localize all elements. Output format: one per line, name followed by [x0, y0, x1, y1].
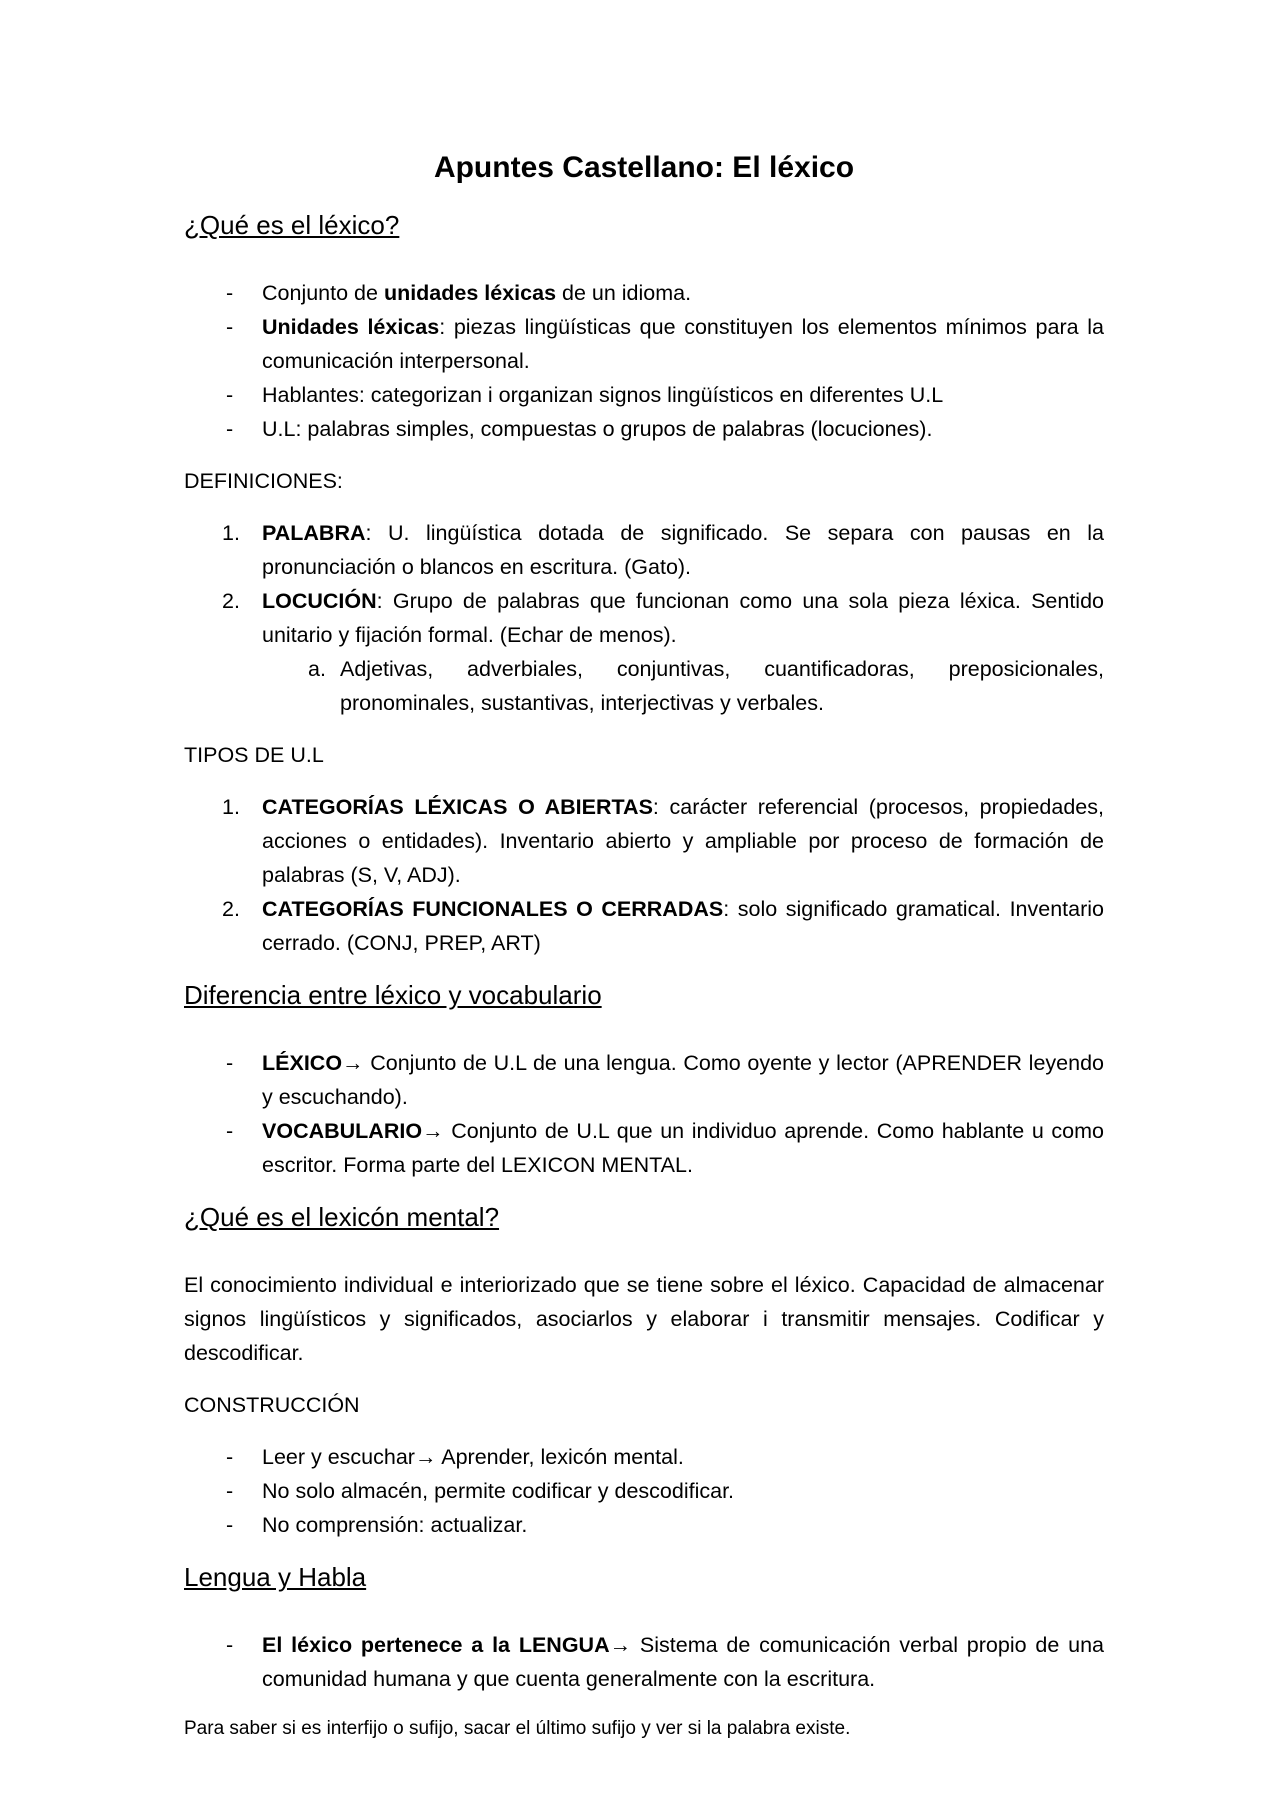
page-title: Apuntes Castellano: El léxico: [433, 151, 855, 184]
list-item: 1. PALABRA: U. lingüística dotada de significado. Se separa con pausas en la pronunciación o blancos en escritura. (Gato).: [222, 521, 1104, 579]
lexico-list: [184, 276, 1104, 446]
sublist-item: a. Adjetivas, adverbiales, conjuntivas, cuantificadoras, preposicionales, pronominales, sustantivas, interjectivas y verbales.: [308, 657, 1104, 715]
definiciones-list: [184, 516, 1104, 720]
label-tipos: TIPOS DE U.L: [184, 743, 324, 767]
lexicon-paragraph: El conocimiento individual e interiorizado que se tiene sobre el léxico. Capacidad de almacenar signos lingüísticos y significados, asociarlos y elaborar i transmitir mensajes. Codificar y descodificar.: [184, 1273, 1104, 1365]
list-item: 1. CATEGORÍAS LÉXICAS O ABIERTAS: carácter referencial (procesos, propiedades, acciones o entidades). Inventario abierto y ampliable por proceso de formación de palabras (S, V, ADJ).: [222, 795, 1104, 887]
heading-que-es-lexico: ¿Qué es el léxico?: [184, 210, 400, 240]
diferencia-list: [184, 1046, 1104, 1182]
list-item: - VOCABULARIO→ Conjunto de U.L que un individuo aprende. Como hablante u como escritor. Forma parte del LEXICON MENTAL.: [226, 1119, 1104, 1177]
list-item: 2. CATEGORÍAS FUNCIONALES O CERRADAS: solo significado gramatical. Inventario cerrado. (CONJ, PREP, ART): [222, 897, 1104, 955]
label-construccion: CONSTRUCCIÓN: [184, 1393, 360, 1417]
list-item: - Leer y escuchar→ Aprender, lexicón mental.: [226, 1445, 684, 1469]
list-item: - No solo almacén, permite codificar y descodificar.: [226, 1479, 735, 1503]
list-item: 2. LOCUCIÓN: Grupo de palabras que funcionan como una sola pieza léxica. Sentido unitario y fijación formal. (Echar de menos). a. Adjetivas, adverbiales, conjuntivas, cuantificadoras, preposicionales, pronominales, sustantivas, interjectivas y verbales.: [184, 584, 1104, 720]
list-item: - No comprensión: actualizar.: [226, 1513, 528, 1537]
document-page: [184, 150, 1104, 1714]
arrow-icon: →: [609, 1633, 632, 1657]
heading-diferencia: Diferencia entre léxico y vocabulario: [184, 980, 602, 1010]
arrow-icon: →: [414, 1445, 437, 1469]
arrow-icon: →: [342, 1051, 364, 1075]
locucion-sublist: [262, 652, 1104, 720]
heading-lexicon-mental: ¿Qué es el lexicón mental?: [184, 1202, 500, 1232]
list-item: - El léxico pertenece a la LENGUA→ Sistema de comunicación verbal propio de una comunidad humana y que cuenta generalmente con la escritura.: [226, 1633, 1104, 1691]
tipos-list: [184, 790, 1104, 960]
construccion-list: [184, 1440, 1104, 1542]
arrow-icon: →: [422, 1119, 444, 1143]
lengua-list: [184, 1628, 1104, 1696]
list-item: - LÉXICO→ Conjunto de U.L de una lengua. Como oyente y lector (APRENDER leyendo y escuchando).: [226, 1051, 1104, 1109]
list-item: - Conjunto de unidades léxicas de un idioma.: [226, 281, 692, 305]
footnote: Para saber si es interfijo o sufijo, sacar el último sufijo y ver si la palabra existe.: [184, 1718, 851, 1739]
list-item: - U.L: palabras simples, compuestas o grupos de palabras (locuciones).: [226, 417, 933, 441]
label-definiciones: DEFINICIONES:: [184, 469, 343, 493]
heading-lengua-habla: Lengua y Habla: [184, 1562, 367, 1592]
list-item: - Unidades léxicas: piezas lingüísticas que constituyen los elementos mínimos para la comunicación interpersonal.: [226, 315, 1104, 373]
list-item: - Hablantes: categorizan i organizan signos lingüísticos en diferentes U.L: [226, 383, 944, 407]
